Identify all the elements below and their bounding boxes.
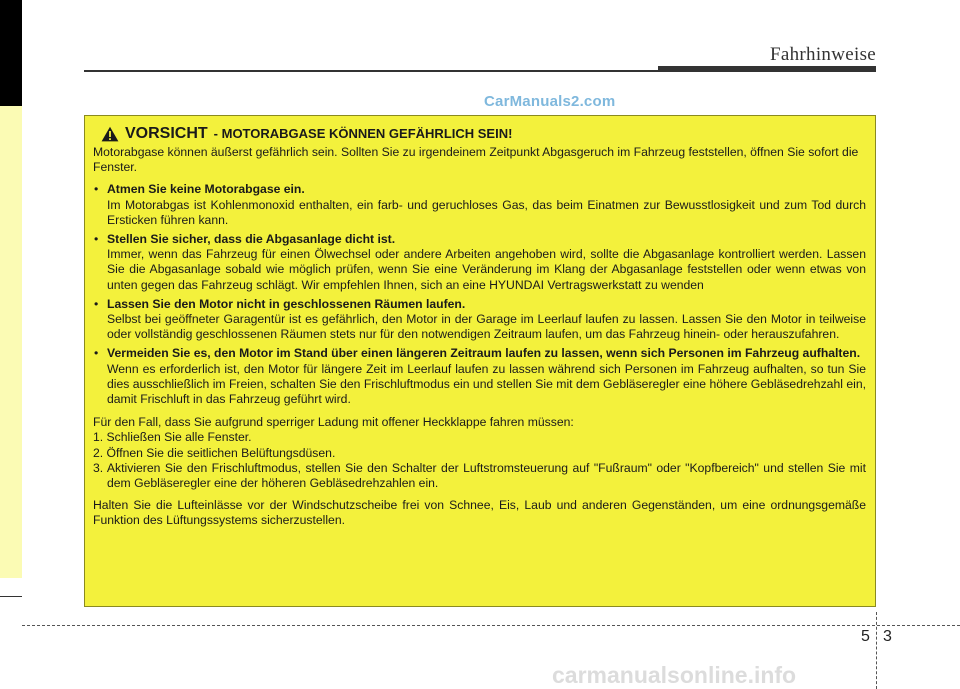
warning-intro: Motorabgase können äußerst gefährlich sein. Sollten Sie zu irgendeinem Zeitpunkt Abgasgeruch im Fahrzeug feststellen, öffnen Sie sofort die Fenster. (93, 145, 859, 175)
tailgate-intro: Für den Fall, dass Sie aufgrund sperriger Ladung mit offener Heckklappe fahren müssen: (93, 415, 574, 430)
bullet-text: Immer, wenn das Fahrzeug für einen Ölwechsel oder andere Arbeiten angehoben wird, sollte die Abgasanlage kontrolliert werden. Lassen Sie die Abgasanlage sobald wie möglich prüfen, wenn Sie eine Veränderung im Klang der Abgasanlage feststellen oder wenn etwas von unten gegen das Fahrzeug schlägt. Wir empfehlen Ihnen, sich an eine HYUNDAI Vertragswerkstatt zu wenden (107, 247, 866, 292)
bullet-dot: • (94, 296, 99, 311)
page-number-divider (876, 612, 877, 689)
warning-label: VORSICHT (125, 125, 208, 143)
warning-subtitle: - MOTORABGASE KÖNNEN GEFÄHRLICH SEIN! (213, 126, 513, 142)
warning-heading (101, 126, 866, 142)
bullet-text: Wenn es erforderlich ist, den Motor für längere Zeit im Leerlauf laufen zu lassen während sich Personen im Fahrzeug aufhalten, so tun Sie dies ausschließlich im Freien, schalten Sie den Frischluftmodus ein und stellen Sie mit dem Gebläseregler eine höhere Gebläsedrehzahl ein, damit Frischluft in das Fahrzeug geführt wird. (107, 361, 866, 407)
site-watermark: carmanualsonline.info (552, 662, 797, 688)
closing-note: Halten Sie die Lufteinlässe vor der Windschutzscheibe frei von Schnee, Eis, Laub und anderen Gegenständen, um eine ordnungsgemäße Funktion des Lüftungssystems sicherzustellen. (93, 498, 866, 528)
bullet-heading: Atmen Sie keine Motorabgase ein. (107, 182, 305, 197)
bullet-text: Selbst bei geöffneter Garagentür ist es gefährlich, den Motor in der Garage im Leerlauf laufen zu lassen. Lassen Sie den Motor in teilweise oder vollständig geschlossenen Räumen stets nur für den notwendigen Zeitraum laufen, um das Fahrzeug hinein- oder herauszufahren. (107, 312, 866, 342)
chapter-number: 5 (861, 628, 870, 645)
side-divider (0, 596, 22, 597)
bullet-item (93, 232, 866, 293)
bullet-heading: Stellen Sie sicher, dass die Abgasanlage dicht ist. (107, 232, 396, 247)
bullet-text: Im Motorabgas ist Kohlenmonoxid enthalten, ein farb- und geruchloses Gas, das beim Einatmen zur Bewusstlosigkeit und zum Tod durch Ersticken führen kann. (107, 197, 866, 227)
header-rule-accent (658, 66, 876, 72)
bullet-dot: • (94, 232, 99, 247)
bullet-item (93, 297, 866, 343)
step-item: 1. Schließen Sie alle Fenster. (93, 430, 252, 445)
header-rule (84, 70, 660, 72)
bullet-dot: • (94, 346, 99, 361)
bullet-heading: Lassen Sie den Motor nicht in geschlossenen Räumen laufen. (107, 296, 466, 311)
warning-box (84, 115, 876, 607)
watermark-text: CarManuals2.com (484, 93, 616, 110)
warning-triangle-icon (101, 126, 119, 142)
page-number: 3 (883, 628, 892, 645)
bullet-item (93, 346, 866, 407)
footer-rule (22, 625, 960, 626)
bullet-item (93, 182, 866, 228)
step-item: 3. Aktivieren Sie den Frischluftmodus, stellen Sie den Schalter der Luftstromsteuerung auf "Fußraum" oder "Kopfbereich" und stellen Sie mit dem Gebläseregler eine der höheren Gebläsedrehzahlen ein. (93, 460, 866, 491)
section-title: Fahrhinweise (770, 44, 876, 65)
bullet-heading: Vermeiden Sie es, den Motor im Stand über einen längeren Zeitraum laufen zu lassen, wenn sich Personen im Fahrzeug aufhalten. (107, 346, 861, 361)
step-item: 2. Öffnen Sie die seitlichen Belüftungsdüsen. (93, 445, 336, 460)
side-tab-marker (0, 0, 22, 106)
bullet-dot: • (94, 182, 99, 197)
